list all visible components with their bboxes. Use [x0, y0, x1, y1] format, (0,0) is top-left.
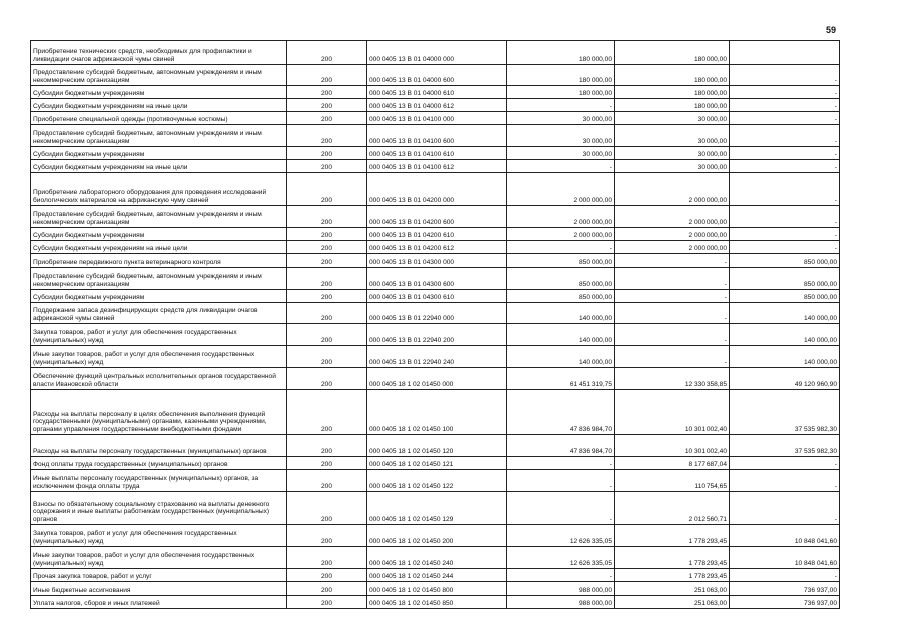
row-name: Иные бюджетные ассигнования [31, 582, 287, 596]
row-value-1: 12 626 335,05 [507, 547, 615, 569]
row-value-2: 8 177 687,04 [615, 457, 730, 470]
row-value-1: 850 000,00 [507, 254, 615, 268]
table-row [31, 582, 840, 596]
row-value-1: - [507, 160, 615, 173]
row-budget-code: 000 0405 13 В 01 04200 600 [367, 206, 507, 228]
row-budget-code: 000 0405 13 В 01 04300 610 [367, 290, 507, 303]
row-name: Закупка товаров, работ и услуг для обеспечения государственных (муниципальных) нужд [31, 525, 287, 547]
row-value-3: 140 000,00 [730, 346, 840, 368]
row-value-3: - [730, 569, 840, 582]
row-budget-code: 000 0405 13 В 01 04000 600 [367, 65, 507, 86]
table-row [31, 435, 840, 457]
row-budget-code: 000 0405 13 В 01 04000 000 [367, 41, 507, 65]
row-value-2: 10 301 002,40 [615, 435, 730, 457]
row-value-1: 61 451 319,75 [507, 368, 615, 390]
row-admin-code: 200 [287, 368, 367, 390]
row-admin-code: 200 [287, 268, 367, 290]
row-budget-code: 000 0405 13 В 01 22940 000 [367, 303, 507, 324]
row-name: Субсидии бюджетным учреждениям на иные цели [31, 99, 287, 112]
row-name: Приобретение специальной одежды (противочумные костюмы) [31, 112, 287, 125]
row-value-3: 850 000,00 [730, 290, 840, 303]
row-value-1: 30 000,00 [507, 112, 615, 125]
table-row [31, 112, 840, 125]
table-row [31, 173, 840, 206]
row-budget-code: 000 0405 18 1 02 01450 244 [367, 569, 507, 582]
row-name: Приобретение передвижного пункта ветеринарного контроля [31, 254, 287, 268]
row-admin-code: 200 [287, 99, 367, 112]
table-row [31, 470, 840, 492]
row-value-3: - [730, 86, 840, 99]
row-budget-code: 000 0405 13 В 01 04300 000 [367, 254, 507, 268]
table-row [31, 268, 840, 290]
row-value-3: 49 120 960,90 [730, 368, 840, 390]
row-admin-code: 200 [287, 435, 367, 457]
table-row [31, 99, 840, 112]
row-budget-code: 000 0405 18 1 02 01450 120 [367, 435, 507, 457]
row-budget-code: 000 0405 13 В 01 04100 600 [367, 125, 507, 147]
row-admin-code: 200 [287, 582, 367, 596]
row-value-2: 251 063,00 [615, 582, 730, 596]
row-value-1: 140 000,00 [507, 303, 615, 324]
row-name: Приобретение лабораторного оборудования для проведения исследований биологических материалов на африканскую чуму свиней [31, 173, 287, 206]
row-value-2: 2 000 000,00 [615, 206, 730, 228]
row-value-3: 37 535 982,30 [730, 390, 840, 435]
row-admin-code: 200 [287, 492, 367, 525]
row-value-1: 850 000,00 [507, 268, 615, 290]
row-admin-code: 200 [287, 547, 367, 569]
row-value-1: 30 000,00 [507, 147, 615, 160]
row-budget-code: 000 0405 13 В 01 04300 600 [367, 268, 507, 290]
table-row [31, 390, 840, 435]
page-number: 59 [826, 25, 837, 35]
row-value-2: - [615, 268, 730, 290]
row-value-3: - [730, 99, 840, 112]
row-value-2: 251 063,00 [615, 596, 730, 609]
table-row [31, 457, 840, 470]
row-value-3: - [730, 112, 840, 125]
row-name: Субсидии бюджетным учреждениям [31, 290, 287, 303]
row-name: Предоставление субсидий бюджетным, автономным учреждениям и иным некоммерческим организациям [31, 206, 287, 228]
row-budget-code: 000 0405 13 В 01 22940 240 [367, 346, 507, 368]
table-row [31, 206, 840, 228]
row-value-3: 10 848 041,60 [730, 525, 840, 547]
row-budget-code: 000 0405 18 1 02 01450 850 [367, 596, 507, 609]
table-row [31, 241, 840, 254]
row-value-1: - [507, 99, 615, 112]
row-name: Иные закупки товаров, работ и услуг для обеспечения государственных (муниципальных) нужд [31, 346, 287, 368]
row-budget-code: 000 0405 18 1 02 01450 121 [367, 457, 507, 470]
row-admin-code: 200 [287, 457, 367, 470]
row-admin-code: 200 [287, 390, 367, 435]
row-value-3: 850 000,00 [730, 268, 840, 290]
row-admin-code: 200 [287, 290, 367, 303]
row-value-2: 2 012 560,71 [615, 492, 730, 525]
table-row [31, 324, 840, 346]
row-value-2: 180 000,00 [615, 99, 730, 112]
row-value-1: 2 000 000,00 [507, 206, 615, 228]
table-row [31, 86, 840, 99]
row-value-1: 180 000,00 [507, 65, 615, 86]
row-admin-code: 200 [287, 241, 367, 254]
table-row [31, 492, 840, 525]
row-value-2: 180 000,00 [615, 41, 730, 65]
row-value-2: 1 778 293,45 [615, 569, 730, 582]
row-name: Субсидии бюджетным учреждениям на иные цели [31, 160, 287, 173]
row-value-3: 736 937,00 [730, 582, 840, 596]
row-budget-code: 000 0405 18 1 02 01450 100 [367, 390, 507, 435]
row-value-3 [730, 41, 840, 65]
table-row [31, 596, 840, 609]
row-budget-code: 000 0405 13 В 01 04200 610 [367, 228, 507, 241]
row-value-2: 2 000 000,00 [615, 228, 730, 241]
row-value-3: - [730, 470, 840, 492]
row-name: Субсидии бюджетным учреждениям [31, 147, 287, 160]
row-value-1: - [507, 241, 615, 254]
row-budget-code: 000 0405 18 1 02 01450 122 [367, 470, 507, 492]
table-row [31, 65, 840, 86]
row-value-1: 2 000 000,00 [507, 228, 615, 241]
row-admin-code: 200 [287, 346, 367, 368]
table-row [31, 525, 840, 547]
row-value-3: 10 848 041,60 [730, 547, 840, 569]
row-admin-code: 200 [287, 254, 367, 268]
row-value-2: 30 000,00 [615, 160, 730, 173]
row-admin-code: 200 [287, 228, 367, 241]
row-budget-code: 000 0405 18 1 02 01450 800 [367, 582, 507, 596]
row-budget-code: 000 0405 18 1 02 01450 000 [367, 368, 507, 390]
row-budget-code: 000 0405 18 1 02 01450 200 [367, 525, 507, 547]
row-admin-code: 200 [287, 324, 367, 346]
row-value-1: 47 836 984,70 [507, 390, 615, 435]
row-value-3: 736 937,00 [730, 596, 840, 609]
row-value-2: 180 000,00 [615, 86, 730, 99]
table-row [31, 254, 840, 268]
table-row [31, 41, 840, 65]
row-budget-code: 000 0405 13 В 01 04100 612 [367, 160, 507, 173]
row-value-2: 110 754,65 [615, 470, 730, 492]
row-admin-code: 200 [287, 303, 367, 324]
row-budget-code: 000 0405 13 В 01 04200 612 [367, 241, 507, 254]
table-row [31, 147, 840, 160]
row-admin-code: 200 [287, 65, 367, 86]
row-value-1: - [507, 569, 615, 582]
row-name: Предоставление субсидий бюджетным, автономным учреждениям и иным некоммерческим организациям [31, 125, 287, 147]
row-admin-code: 200 [287, 147, 367, 160]
row-budget-code: 000 0405 13 В 01 04100 610 [367, 147, 507, 160]
row-admin-code: 200 [287, 470, 367, 492]
row-value-1: 140 000,00 [507, 324, 615, 346]
row-name: Субсидии бюджетным учреждениям на иные цели [31, 241, 287, 254]
row-value-3: - [730, 228, 840, 241]
table-row [31, 569, 840, 582]
table-row [31, 368, 840, 390]
row-value-2: 30 000,00 [615, 147, 730, 160]
row-admin-code: 200 [287, 86, 367, 99]
row-name: Предоставление субсидий бюджетным, автономным учреждениям и иным некоммерческим организациям [31, 65, 287, 86]
row-name: Закупка товаров, работ и услуг для обеспечения государственных (муниципальных) нужд [31, 324, 287, 346]
row-value-1: 30 000,00 [507, 125, 615, 147]
row-value-1: - [507, 470, 615, 492]
row-value-3: - [730, 457, 840, 470]
row-value-2: - [615, 324, 730, 346]
row-name: Приобретение технических средств, необходимых для профилактики и ликвидации очагов африканской чумы свиней [31, 41, 287, 65]
row-budget-code: 000 0405 13 В 01 04200 000 [367, 173, 507, 206]
row-budget-code: 000 0405 13 В 01 04000 612 [367, 99, 507, 112]
row-value-3: 37 535 982,30 [730, 435, 840, 457]
row-name: Расходы на выплаты персоналу в целях обеспечения выполнения функций государственными (муниципальными) органами, казенными учреждениями, органами управления государственными внебюджетными фондами [31, 390, 287, 435]
row-value-3: - [730, 492, 840, 525]
row-value-2: - [615, 346, 730, 368]
row-name: Субсидии бюджетным учреждениям [31, 228, 287, 241]
row-budget-code: 000 0405 13 В 01 04100 000 [367, 112, 507, 125]
row-value-2: 1 778 293,45 [615, 525, 730, 547]
row-value-2: 180 000,00 [615, 65, 730, 86]
row-value-1: 180 000,00 [507, 41, 615, 65]
row-value-2: - [615, 254, 730, 268]
row-value-3: - [730, 65, 840, 86]
row-value-3: 140 000,00 [730, 324, 840, 346]
row-value-2: - [615, 290, 730, 303]
row-value-1: 850 000,00 [507, 290, 615, 303]
row-value-2: 2 000 000,00 [615, 173, 730, 206]
row-name: Прочая закупка товаров, работ и услуг [31, 569, 287, 582]
row-value-1: 12 626 335,05 [507, 525, 615, 547]
row-value-3: - [730, 241, 840, 254]
row-value-1: 140 000,00 [507, 346, 615, 368]
row-admin-code: 200 [287, 525, 367, 547]
table-row [31, 290, 840, 303]
row-budget-code: 000 0405 18 1 02 01450 240 [367, 547, 507, 569]
row-value-3: 850 000,00 [730, 254, 840, 268]
row-value-1: 988 000,00 [507, 582, 615, 596]
row-value-3: 140 000,00 [730, 303, 840, 324]
row-admin-code: 200 [287, 569, 367, 582]
row-value-1: 180 000,00 [507, 86, 615, 99]
row-value-3: - [730, 206, 840, 228]
row-value-2: 30 000,00 [615, 112, 730, 125]
row-value-1: 47 836 984,70 [507, 435, 615, 457]
row-admin-code: 200 [287, 125, 367, 147]
row-value-3: - [730, 147, 840, 160]
row-value-2: - [615, 303, 730, 324]
row-value-3: - [730, 173, 840, 206]
row-value-1: 2 000 000,00 [507, 173, 615, 206]
row-value-2: 2 000 000,00 [615, 241, 730, 254]
table-row [31, 303, 840, 324]
row-name: Предоставление субсидий бюджетным, автономным учреждениям и иным некоммерческим организациям [31, 268, 287, 290]
row-name: Иные закупки товаров, работ и услуг для обеспечения государственных (муниципальных) нужд [31, 547, 287, 569]
row-name: Обеспечение функций центральных исполнительных органов государственной власти Ивановской области [31, 368, 287, 390]
row-value-3: - [730, 160, 840, 173]
row-name: Субсидии бюджетным учреждениям [31, 86, 287, 99]
row-value-2: 30 000,00 [615, 125, 730, 147]
row-value-2: 10 301 002,40 [615, 390, 730, 435]
row-value-2: 12 330 358,85 [615, 368, 730, 390]
table-row [31, 547, 840, 569]
table-row [31, 160, 840, 173]
row-admin-code: 200 [287, 41, 367, 65]
row-admin-code: 200 [287, 173, 367, 206]
table-row [31, 125, 840, 147]
row-budget-code: 000 0405 13 В 01 22940 200 [367, 324, 507, 346]
budget-table [30, 40, 840, 609]
row-admin-code: 200 [287, 160, 367, 173]
row-name: Поддержание запаса дезинфицирующих средств для ликвидации очагов африканской чумы свиней [31, 303, 287, 324]
row-name: Фонд оплаты труда государственных (муниципальных) органов [31, 457, 287, 470]
row-value-1: 988 000,00 [507, 596, 615, 609]
row-value-3: - [730, 125, 840, 147]
row-budget-code: 000 0405 18 1 02 01450 129 [367, 492, 507, 525]
table-row [31, 346, 840, 368]
row-admin-code: 200 [287, 596, 367, 609]
row-value-1: - [507, 492, 615, 525]
row-admin-code: 200 [287, 206, 367, 228]
row-name: Уплата налогов, сборов и иных платежей [31, 596, 287, 609]
row-name: Взносы по обязательному социальному страхованию на выплаты денежного содержания и иные выплаты работникам государственных (муниципальных) органов [31, 492, 287, 525]
row-value-1: - [507, 457, 615, 470]
row-name: Иные выплаты персоналу государственных (муниципальных) органов, за исключением фонда оплаты труда [31, 470, 287, 492]
table-row [31, 228, 840, 241]
row-name: Расходы на выплаты персоналу государственных (муниципальных) органов [31, 435, 287, 457]
row-admin-code: 200 [287, 112, 367, 125]
row-budget-code: 000 0405 13 В 01 04000 610 [367, 86, 507, 99]
row-value-2: 1 778 293,45 [615, 547, 730, 569]
